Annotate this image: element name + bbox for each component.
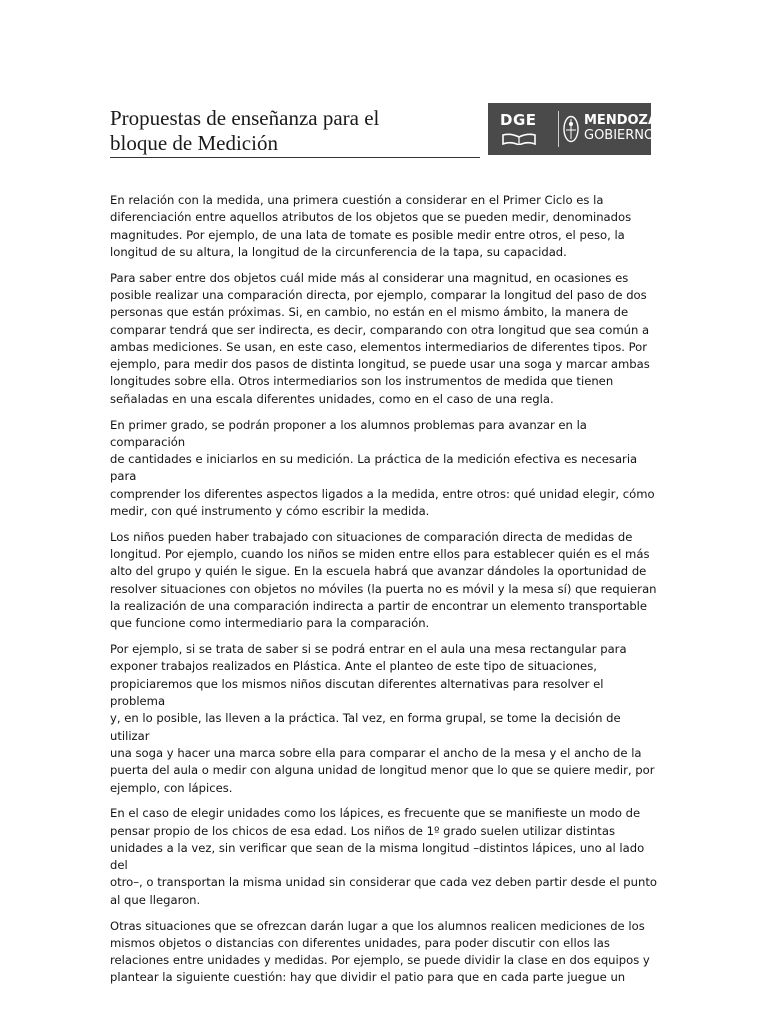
text-line: longitud. Por ejemplo, cuando los niños se miden entre ellos para establecer quién es el más	[110, 547, 650, 562]
text-line: ejemplo, para medir dos pasos de distinta longitud, se puede usar una soga y marcar ambas	[110, 357, 650, 372]
paragraph	[110, 918, 662, 987]
text-line: longitud de su altura, la longitud de la circunferencia de la tapa, su capacidad.	[110, 244, 567, 259]
text-line: Otras situaciones que se ofrezcan darán lugar a que los alumnos realicen mediciones de los	[110, 918, 645, 933]
text-line: posible realizar una comparación directa, por ejemplo, comparar la longitud del paso de dos	[110, 287, 647, 302]
text-line: En relación con la medida, una primera cuestión a considerar en el Primer Ciclo es la	[110, 193, 604, 207]
text-line: Para saber entre dos objetos cuál mide más al considerar una magnitud, en ocasiones es	[110, 270, 629, 285]
text-line: puerta del aula o medir con alguna unidad de longitud menor que lo que se quiere medir, por	[110, 763, 655, 778]
text-line: relaciones entre unidades y medidas. Por ejemplo, se puede dividir la clase en dos equipos y	[110, 953, 650, 968]
text-line: la realización de una comparación indirecta a partir de encontrar un elemento transportable	[110, 599, 648, 614]
text-line: otro–, o transportan la misma unidad sin considerar que cada vez deben partir desde el punto	[110, 875, 657, 890]
paragraph	[110, 641, 662, 797]
paragraph	[110, 805, 662, 909]
dge-mendoza-logo	[488, 103, 659, 155]
text-line: Por ejemplo, si se trata de saber si se podrá entrar en el aula una mesa rectangular para	[110, 642, 627, 657]
logo-separator	[558, 111, 559, 147]
text-line: que funcione como intermediario para la comparación.	[110, 616, 430, 631]
document-body	[110, 192, 662, 995]
text-line: alto del grupo y quién le sigue. En la escuela habrá que avanzar dándoles la oportunidad de	[110, 564, 647, 579]
text-line: comprender los diferentes aspectos ligados a la medida, entre otros: qué unidad elegir, cómo	[110, 486, 655, 501]
title-line: bloque de Medición	[110, 131, 278, 155]
text-line: y, en lo posible, las lleven a la práctica. Tal vez, en forma grupal, se tome la decisión de utilizar	[110, 711, 621, 743]
text-line: diferenciación entre aquellos atributos de los objetos que se pueden medir, denominados	[110, 210, 632, 225]
text-line: En primer grado, se podrán proponer a los alumnos problemas para avanzar en la comparación	[110, 417, 587, 449]
text-line: exponer trabajos realizados en Plástica. Ante el planteo de este tipo de situaciones,	[110, 659, 597, 674]
paragraph	[110, 417, 662, 521]
title-line: Propuestas de enseñanza para el	[110, 106, 380, 130]
text-line: unidades a la vez, sin verificar que sean de la misma longitud –distintos lápices, uno al lado del	[110, 840, 645, 873]
text-line: personas que están próximas. Si, en cambio, no están en el mismo ámbito, la manera de	[110, 305, 629, 320]
provincial-seal-icon	[563, 115, 579, 143]
text-line: medir, con qué instrumento y cómo escribir la medida.	[110, 504, 430, 519]
paragraph	[110, 270, 662, 408]
logo-gobierno-label: GOBIERNO	[584, 128, 655, 143]
text-line: longitudes sobre ella. Otros intermediarios son los instrumentos de medida que tienen	[110, 374, 614, 389]
text-line: ambas mediciones. Se usan, en este caso, elementos intermediarios de diferentes tipos. Por	[110, 339, 648, 354]
text-line: Los niños pueden haber trabajado con situaciones de comparación directa de medidas de	[110, 529, 633, 544]
logo-mendoza-text	[584, 113, 658, 143]
document-title	[110, 106, 480, 156]
title-underline	[110, 157, 480, 158]
text-line: una soga y hacer una marca sobre ella para comparar el ancho de la mesa y el ancho de la	[110, 745, 642, 760]
text-line: ejemplo, con lápices.	[110, 780, 233, 795]
text-line: de cantidades e iniciarlos en su medición. La práctica de la medición efectiva es necesaria para	[110, 452, 638, 484]
text-line: plantear la siguiente cuestión: hay que dividir el patio para que en cada parte juegue un	[110, 970, 626, 985]
text-line: propiciaremos que los mismos niños discutan diferentes alternativas para resolver el problema	[110, 676, 604, 709]
logo-dge-text: DGE	[500, 111, 537, 129]
text-line: resolver situaciones con objetos no móviles (la puerta no es móvil y la mesa sí) que requieran	[110, 581, 657, 596]
logo-mendoza-label: MENDOZA	[584, 113, 659, 128]
text-line: En el caso de elegir unidades como los lápices, es frecuente que se manifieste un modo de	[110, 806, 641, 821]
text-line: al que llegaron.	[110, 892, 201, 907]
text-line: mismos objetos o distancias con diferentes unidades, para poder discutir con ellos las	[110, 935, 610, 950]
text-line: pensar propio de los chicos de esa edad. Los niños de 1º grado suelen utilizar distintas	[110, 823, 615, 838]
paragraph	[110, 529, 662, 633]
text-line: comparar tendrá que ser indirecta, es decir, comparando con otra longitud que sea común a	[110, 322, 650, 337]
book-icon	[502, 133, 536, 145]
paragraph	[110, 192, 662, 261]
text-line: magnitudes. Por ejemplo, de una lata de tomate es posible medir entre otros, el peso, la	[110, 227, 625, 242]
text-line: señaladas en una escala diferentes unidades, como en el caso de una regla.	[110, 391, 554, 406]
